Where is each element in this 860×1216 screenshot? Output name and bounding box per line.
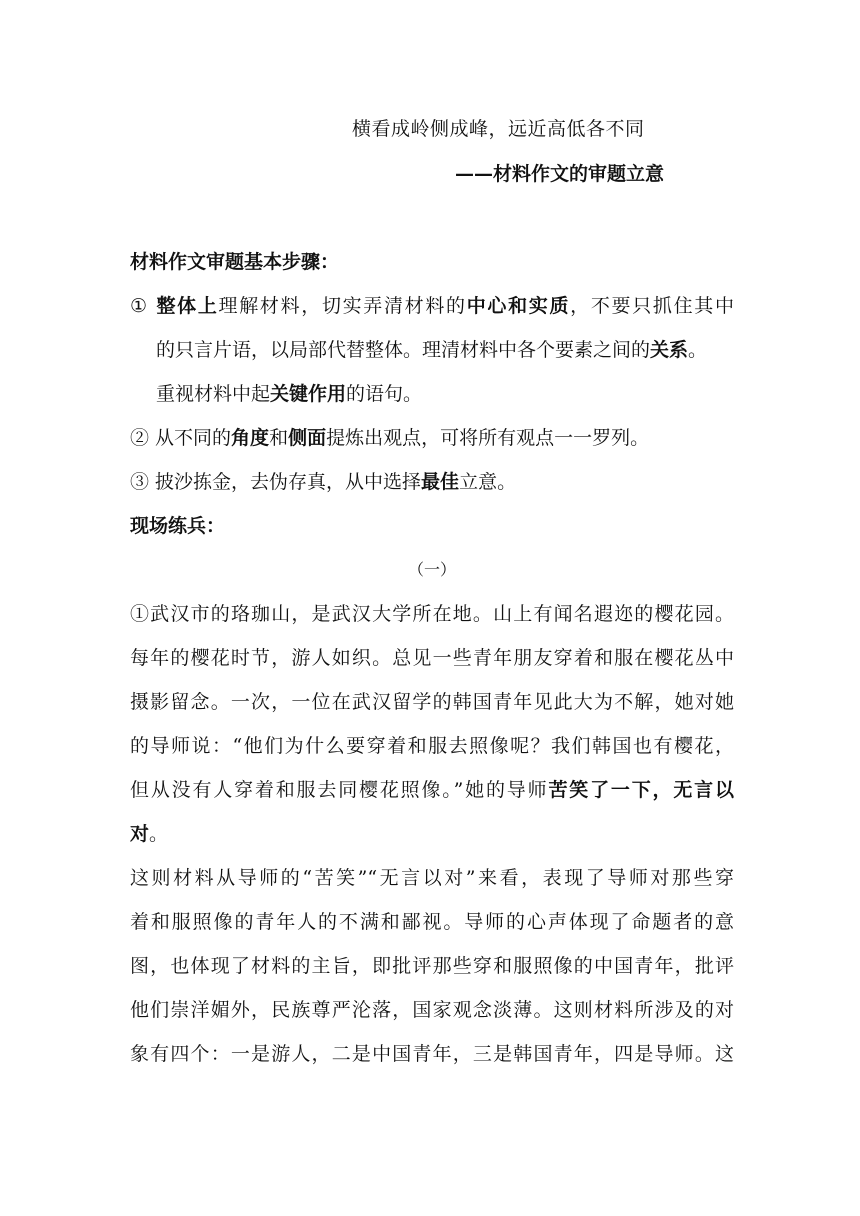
page-subtitle: ——材料作文的审题立意 xyxy=(455,163,665,185)
page-title: 横看成岭侧成峰，远近高低各不同 xyxy=(352,118,645,140)
section-number: （一） xyxy=(407,560,456,579)
material-line-6: 对。 xyxy=(130,823,169,845)
step-1-line-3: 重视材料中起关键作用的语句。 xyxy=(156,383,423,405)
step-1-line-2: 的只言片语，以局部代替整体。理清材料中各个要素之间的关系。 xyxy=(156,339,708,361)
analysis-line-5: 象有四个：一是游人，二是中国青年，三是韩国青年，四是导师。这 xyxy=(130,1043,734,1065)
analysis-line-4: 他们崇洋媚外，民族尊严沦落，国家观念淡薄。这则材料所涉及的对 xyxy=(130,999,734,1021)
material-line-4: 的导师说：“他们为什么要穿着和服去照像呢？我们韩国也有樱花， xyxy=(130,735,734,757)
material-line-2: 每年的樱花时节，游人如织。总见一些青年朋友穿着和服在樱花丛中 xyxy=(130,647,734,669)
practice-heading: 现场练兵： xyxy=(130,515,226,537)
material-line-1: ①武汉市的珞珈山，是武汉大学所在地。山上有闻名遐迩的樱花园。 xyxy=(130,603,734,625)
step-3: ③ 披沙拣金，去伪存真，从中选择最佳立意。 xyxy=(130,471,517,493)
steps-heading: 材料作文审题基本步骤： xyxy=(130,251,340,273)
material-line-3: 摄影留念。一次，一位在武汉留学的韩国青年见此大为不解，她对她 xyxy=(130,691,734,713)
material-line-5: 但从没有人穿着和服去同樱花照像。”她的导师苦笑了一下，无言以 xyxy=(130,779,734,801)
step-2: ② 从不同的角度和侧面提炼出观点，可将所有观点一一罗列。 xyxy=(130,427,650,449)
analysis-line-2: 着和服照像的青年人的不满和鄙视。导师的心声体现了命题者的意 xyxy=(130,911,734,933)
step-1-line-1: ① 整体上理解材料，切实弄清材料的中心和实质，不要只抓住其中 xyxy=(130,295,734,317)
analysis-line-1: 这则材料从导师的“苦笑”“无言以对”来看，表现了导师对那些穿 xyxy=(130,867,734,889)
analysis-line-3: 图，也体现了材料的主旨，即批评那些穿和服照像的中国青年，批评 xyxy=(130,955,734,977)
content-body xyxy=(130,240,734,1076)
